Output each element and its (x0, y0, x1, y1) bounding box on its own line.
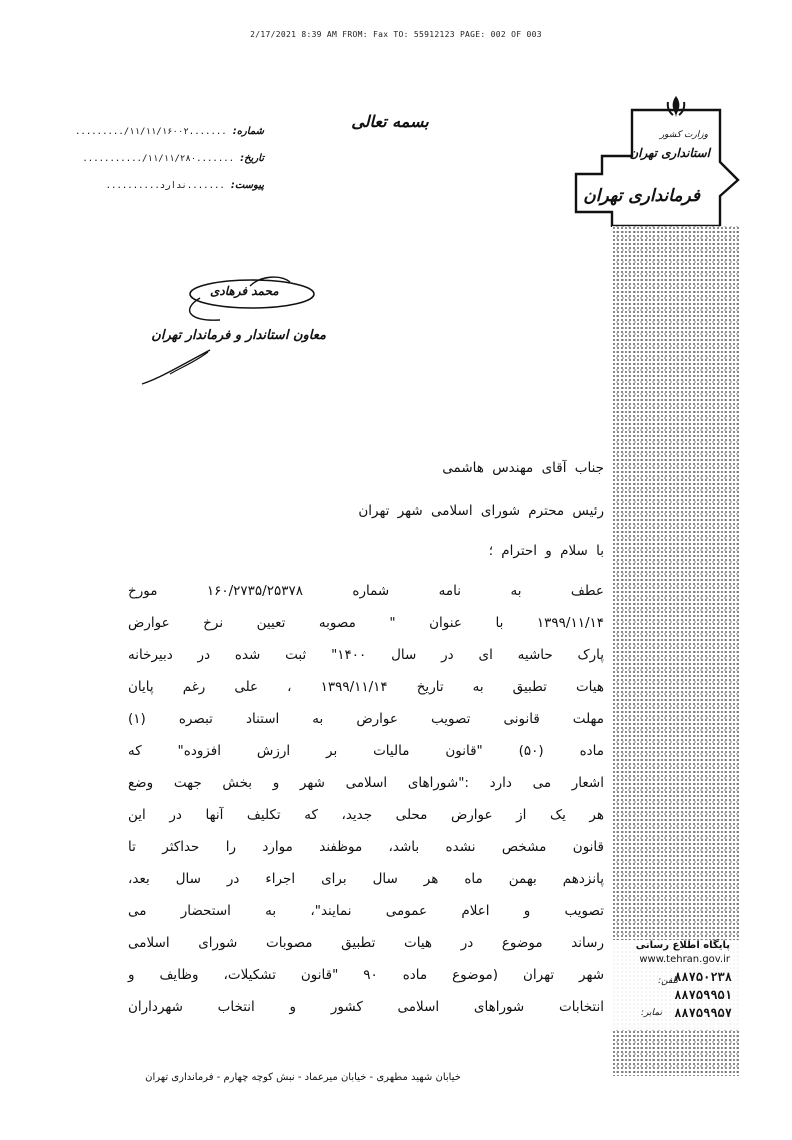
logo-province-text: استانداری تهران (629, 146, 710, 160)
fax-header: 2/17/2021 8:39 AM FROM: Fax TO: 55912123 PAGE: 002 OF 003 (250, 30, 542, 39)
greeting: با سلام و احترام ؛ (488, 543, 604, 559)
contact-phone-2: ۸۸۷۵۹۹۵۱ (674, 988, 732, 1002)
contact-info (610, 940, 740, 1030)
meta-attachment-row (64, 172, 264, 199)
signature-stamp (140, 270, 330, 390)
addressee-line-2: رئیس محترم شورای اسلامی شهر تهران (358, 503, 604, 519)
body-line: تصویب و اعلام عمومی نمایند"، به استحضار می (128, 903, 604, 919)
contact-fax: ۸۸۷۵۹۹۵۷ (674, 1006, 732, 1020)
contact-phone-label: تلفن: (658, 976, 678, 986)
logo-ministry-text: وزارت کشور (659, 130, 708, 140)
contact-fax-label: نمابر: (641, 1008, 662, 1018)
body-line: پارک حاشیه ای در سال ۱۴۰۰" ثبت شده در دبیرخانه (128, 647, 605, 663)
body-line: شهر تهران (موضوع ماده ۹۰ "قانون تشکیلات، وظایف و (128, 967, 605, 983)
body-line: مهلت قانونی تصویب عوارض به استناد تبصره (۱) (128, 711, 604, 727)
meta-number-row (64, 118, 264, 145)
iran-emblem-icon (664, 94, 688, 120)
stamp-name: محمد فرهادی (210, 284, 279, 298)
letter-meta (64, 118, 264, 199)
meta-date-row (64, 145, 264, 172)
body-line: پانزدهم بهمن ماه هر سال برای اجراء در سال بعد، (128, 871, 604, 887)
addressee-line-1: جناب آقای مهندس هاشمی (442, 460, 604, 476)
body-line: ۱۳۹۹/۱۱/۱۴ با عنوان " مصوبه تعیین نرخ عوارض (128, 615, 604, 631)
meta-date-value: .........../۱۱/۱۱/۲۸۰....... (82, 153, 235, 164)
logo-governorate-text: فرمانداری تهران (583, 186, 700, 206)
contact-phone-1: ۸۸۷۵۰۲۳۸ (674, 970, 732, 984)
body-line: هر یک از عوارض محلی جدید، که تکلیف آنها در این (128, 807, 604, 823)
body-line: رساند موضوع در هیات تطبیق مصوبات شورای اسلامی (128, 935, 604, 951)
governorate-logo (572, 92, 740, 227)
body-line: ماده (۵۰) "قانون مالیات بر ارزش افزوده" که (128, 743, 604, 759)
body-line: اشعار می دارد :"شوراهای اسلامی شهر و بخش جهت وضع (128, 775, 604, 791)
body-line: انتخابات شوراهای اسلامی کشور و انتخاب شهرداران (128, 999, 604, 1015)
body-line: عطف به نامه شماره ۱۶۰/۲۷۳۵/۲۵۳۷۸ مورخ (128, 583, 604, 599)
meta-date-label: تاریخ: (240, 153, 264, 164)
stamp-title: معاون استاندار و فرماندار تهران (151, 328, 326, 343)
meta-number-value: ........./۱۱/۱۱/۱۶۰۰۲....... (75, 126, 227, 137)
contact-title: پایگاه اطلاع رسانی (635, 940, 730, 951)
meta-attachment-value: ..........ندارد....... (105, 180, 225, 191)
footer-address: خیابان شهید مطهری - خیابان میرعماد - نبش کوچه چهارم - فرمانداری تهران (145, 1072, 461, 1083)
bismillah-heading: بسمه تعالی (351, 112, 429, 131)
meta-attachment-label: پیوست: (230, 180, 264, 191)
body-line: هیات تطبیق به تاریخ ۱۳۹۹/۱۱/۱۴ ، علی رغم پایان (128, 679, 604, 695)
body-line: قانون مشخص نشده باشد، موظفند موارد را حداکثر تا (128, 839, 604, 855)
contact-website: www.tehran.gov.ir (639, 954, 730, 965)
meta-number-label: شماره: (232, 126, 264, 137)
